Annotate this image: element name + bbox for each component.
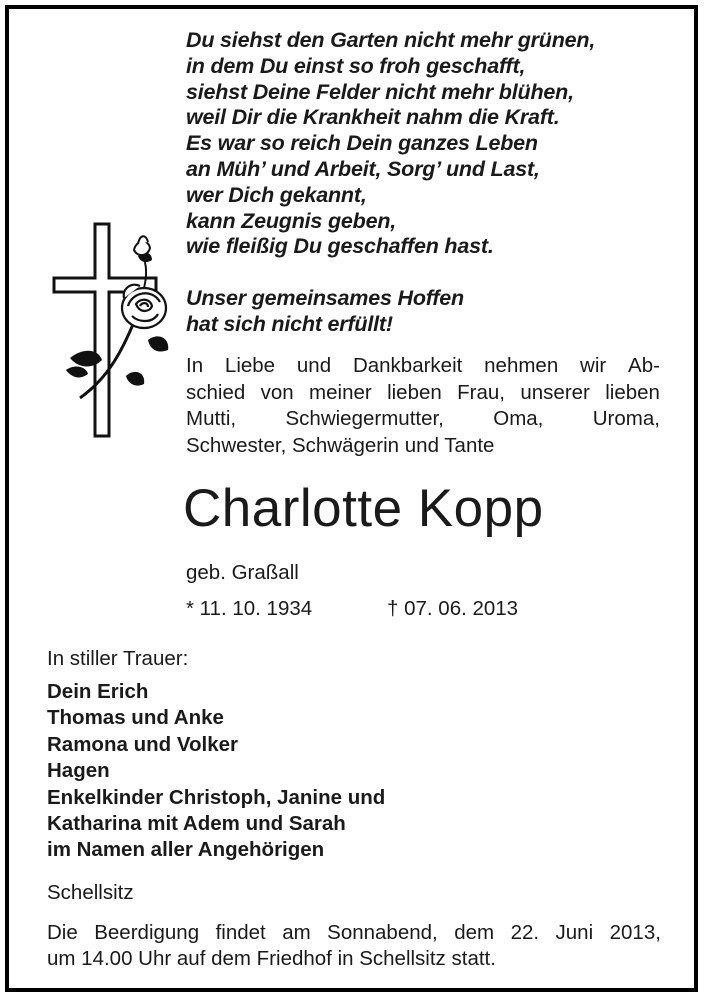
- poem: [186, 28, 686, 260]
- word: Uroma,: [592, 407, 660, 430]
- word: wir: [580, 354, 607, 377]
- poem-line: siehst Deine Felder nicht mehr blühen,: [186, 79, 574, 104]
- word: 22.: [510, 921, 540, 944]
- word: schied: [186, 380, 246, 404]
- word: Liebe: [224, 354, 276, 377]
- intro-line: Schwester, Schwägerin und Tante: [186, 433, 495, 457]
- word: Oma,: [493, 407, 544, 430]
- mourner-entry: Ramona und Volker: [47, 732, 238, 756]
- word: nehmen: [484, 354, 559, 377]
- mourning-heading: In stiller Trauer:: [47, 647, 189, 670]
- word: lieben: [605, 380, 660, 404]
- hope-statement: [186, 286, 686, 338]
- word: Ab-: [628, 354, 660, 377]
- word: findet: [215, 921, 266, 944]
- intro-paragraph: [186, 353, 660, 459]
- word: von: [260, 380, 294, 404]
- death-date: † 07. 06. 2013: [387, 597, 519, 620]
- hope-line: hat sich nicht erfüllt!: [186, 311, 393, 336]
- poem-line: kann Zeugnis geben,: [186, 208, 397, 233]
- poem-line: Es war so reich Dein ganzes Leben: [186, 131, 538, 156]
- mourner-entry: Katharina mit Adem und Sarah: [47, 812, 346, 836]
- place-name: Schellsitz: [47, 881, 134, 904]
- word: und: [296, 354, 332, 377]
- intro-line: [186, 406, 660, 433]
- mourner-entry: im Namen aller Angehörigen: [47, 838, 325, 862]
- word: dem: [454, 921, 495, 944]
- word: Mutti,: [186, 407, 237, 430]
- word: Frau,: [457, 380, 506, 404]
- word: Beerdigung: [94, 921, 200, 944]
- word: Schwiegermutter,: [285, 407, 444, 430]
- poem-line: Du siehst den Garten nicht mehr grünen,: [186, 28, 596, 52]
- birth-name: geb. Graßall: [186, 561, 299, 584]
- intro-line: [186, 380, 660, 407]
- mourner-entry: Enkelkinder Christoph, Janine und: [47, 785, 386, 809]
- word: In: [186, 354, 204, 377]
- mourner-entry: Dein Erich: [47, 680, 149, 703]
- cross-with-rose-icon: [52, 222, 172, 440]
- funeral-line: [47, 920, 661, 946]
- word: meiner: [309, 380, 372, 404]
- mourner-entry: Hagen: [47, 759, 110, 783]
- word: Sonnabend,: [327, 921, 438, 944]
- life-dates: [186, 596, 519, 622]
- poem-line: an Müh’ und Arbeit, Sorg’ und Last,: [186, 156, 540, 181]
- mourner-entry: Thomas und Anke: [47, 706, 224, 730]
- deceased-name: Charlotte Kopp: [183, 479, 544, 538]
- poem-line: in dem Du einst so froh geschafft,: [186, 53, 526, 78]
- funeral-notice: [47, 920, 661, 972]
- birth-date: * 11. 10. 1934: [186, 597, 313, 620]
- word: lieben: [387, 380, 442, 404]
- poem-line: weil Dir die Krankheit nahm die Kraft.: [186, 105, 560, 130]
- mourners-list: [47, 679, 385, 864]
- poem-line: wie fleißig Du geschaffen hast.: [186, 234, 494, 259]
- word: unserer: [520, 380, 590, 404]
- word: 2013,: [609, 921, 661, 944]
- word: Die: [47, 921, 78, 944]
- word: Juni: [555, 921, 594, 944]
- poem-line: wer Dich gekannt,: [186, 182, 367, 207]
- intro-line: [186, 353, 660, 380]
- funeral-line: um 14.00 Uhr auf dem Friedhof in Schellsitz statt.: [47, 947, 496, 970]
- hope-line: Unser gemeinsames Hoffen: [186, 286, 464, 310]
- word: am: [282, 921, 311, 944]
- word: Dankbarkeit: [352, 354, 463, 377]
